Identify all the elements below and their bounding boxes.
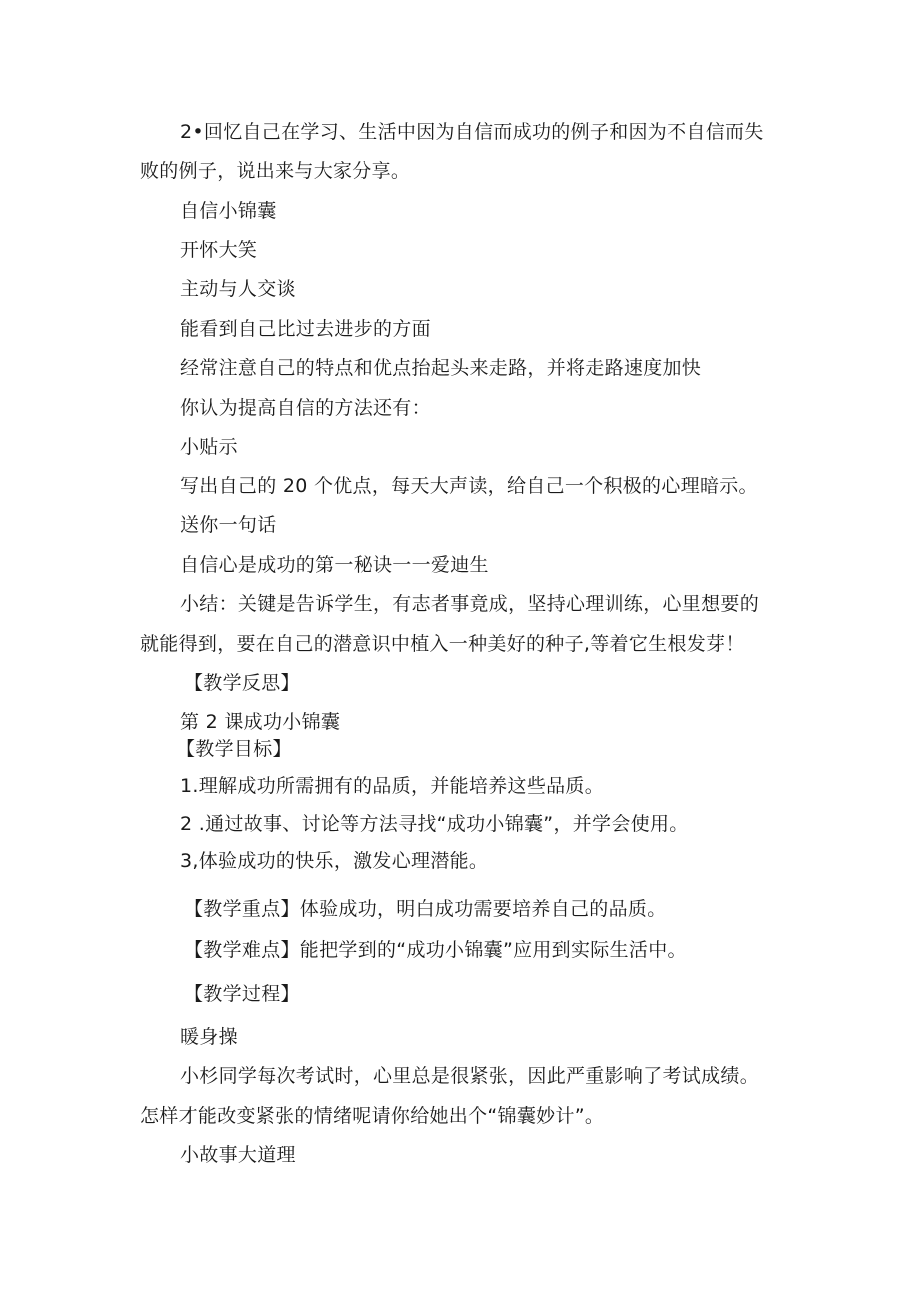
- story-heading: 小故事大道理: [180, 1144, 296, 1166]
- summary-line2: 就能得到，要在自己的潜意识中植入一种美好的种子,等着它生根发芽！: [140, 633, 745, 655]
- summary-line1: 小结：关键是告诉学生，有志者事竟成，坚持心理训练，心里想要的: [180, 593, 760, 615]
- lesson2-title: 第 2 课成功小锦囊: [180, 711, 341, 733]
- tip-item-4: 经常注意自己的特点和优点抬起头来走路，并将走路速度加快: [180, 357, 702, 379]
- item2-line1: 2•回忆自己在学习、生活中因为自信而成功的例子和因为不自信而失: [180, 121, 764, 143]
- objective-item-1: 1.理解成功所需拥有的品质，并能培养这些品质。: [180, 775, 605, 797]
- quote-text: 自信心是成功的第一秘诀一一爱迪生: [180, 554, 489, 576]
- tip-question: 你认为提高自信的方法还有：: [180, 397, 431, 419]
- warmup-heading: 暖身操: [180, 1026, 238, 1048]
- tip-item-3: 能看到自己比过去进步的方面: [180, 318, 431, 340]
- tip-item-2: 主动与人交谈: [180, 278, 296, 300]
- hint-text: 写出自己的 20 个优点，每天大声读，给自己一个积极的心理暗示。: [180, 475, 758, 497]
- tip-item-1: 开怀大笑: [180, 239, 258, 261]
- process-heading: 【教学过程】: [184, 983, 300, 1005]
- objectives-heading: 【教学目标】: [176, 738, 292, 760]
- reflection-heading: 【教学反思】: [184, 672, 300, 694]
- warmup-line2: 怎样才能改变紧张的情绪呢请你给她出个“锦囊妙计”。: [140, 1105, 605, 1127]
- key-point: 【教学重点】体验成功，明白成功需要培养自己的品质。: [184, 898, 667, 920]
- tips-heading: 自信小锦囊: [180, 200, 277, 222]
- quote-heading: 送你一句话: [180, 514, 277, 536]
- difficult-point: 【教学难点】能把学到的“成功小锦囊”应用到实际生活中。: [184, 939, 687, 961]
- objective-item-2: 2 .通过故事、讨论等方法寻找“成功小锦囊”，并学会使用。: [180, 813, 689, 835]
- objective-item-3: 3,体验成功的快乐，激发心理潜能。: [180, 850, 489, 872]
- hint-heading: 小贴示: [180, 436, 238, 458]
- warmup-line1: 小杉同学每次考试时，心里总是很紧张，因此严重影响了考试成绩。: [180, 1065, 760, 1087]
- item2-line2: 败的例子，说出来与大家分享。: [140, 160, 411, 182]
